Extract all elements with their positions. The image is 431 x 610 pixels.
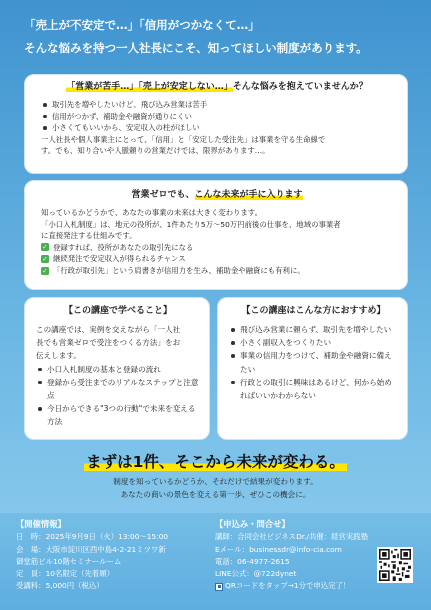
event-info: [16, 518, 216, 593]
check-icon: ✓: [42, 243, 48, 252]
list-item: 小口入札制度の基本と登録の流れ: [36, 363, 200, 376]
list-item: 小さく副収入をつくりたい: [229, 336, 398, 349]
problems-list: [41, 99, 393, 134]
problems-title-highlight: 「営業が苦手…」「売上が安定しない…」: [66, 82, 233, 92]
learn-intro: [36, 323, 200, 363]
list-item: 信用がつかず、補助金や融資が通りにくい: [41, 111, 393, 123]
list-item: [41, 242, 393, 254]
problems-card: [24, 74, 408, 174]
contact-line[interactable]: LINE公式：@722dynet: [215, 569, 297, 579]
problems-body-line-1: 一人社長や個人事業主にとって、「信用」と「安定した受注先」は事業を守る生命線で: [41, 134, 326, 144]
hero-line-2: そんな悩みを持つ一人社長にこそ、知ってほしい制度があります。: [24, 41, 368, 55]
qr-apply-text: QRコードをタップ→1分で申込完了！: [225, 581, 351, 591]
problems-body: [41, 134, 393, 157]
future-lead: 知っているかどうかで、あなたの事業の未来は大きく変わります。: [41, 208, 262, 217]
list-item: 行政との取引に興味はあるけど、何から始めればいいかわからない: [229, 376, 398, 402]
problems-body-line-2: す。でも、知り合いや人脈頼りの営業だけでは、限界があります…。: [41, 146, 270, 155]
footer: [0, 513, 431, 610]
qr-code-icon: [379, 549, 411, 581]
problems-title-rest: そんな悩みを抱えていませんか？: [232, 82, 368, 92]
list-item: 取引先を増やしたいけど、飛び込み営業は苦手: [41, 99, 393, 111]
qr-code-image[interactable]: [377, 547, 413, 583]
contact-instructor: 講師：合同会社ビジネスDr./共催：経営実践塾: [215, 532, 369, 542]
future-title-plain: 営業ゼロでも、: [131, 190, 195, 200]
future-title: [41, 188, 393, 202]
event-venue-1: 会 場：大阪市淀川区西中島4-2-21ミツワ新: [16, 544, 166, 554]
learn-list: [36, 363, 200, 429]
future-card: [24, 180, 408, 290]
event-capacity: 定 員：10名限定（先着順）: [16, 569, 115, 579]
future-body-line-1: 「小口入札制度」は、地元の役所が、1件あたり5万〜50万円前後の仕事を、地域の事業者: [41, 219, 341, 229]
list-item: 登録から受注までのリアルなステップと注意点: [36, 376, 200, 402]
learn-intro-line-1: この講座では、実例を交えながら「一人社: [36, 325, 181, 334]
future-title-highlight: こんな未来が手に入ります: [194, 190, 303, 200]
problems-title: [41, 80, 393, 94]
future-body-line-2: に直接発注する仕組みです。: [41, 231, 137, 240]
list-item: [41, 265, 393, 277]
learn-intro-line-3: 伝えします。: [36, 351, 81, 361]
recommend-list: [229, 323, 398, 402]
learn-title: 【この講座で学べること】: [63, 306, 172, 316]
learn-card: [24, 297, 210, 440]
tagline-text: まずは1件、そこから未来が変わる。: [86, 453, 345, 471]
future-body: [41, 219, 393, 242]
recommend-card: [217, 297, 408, 440]
learn-intro-line-2: 長でも営業ゼロで受注をつくる方法」をお: [36, 338, 181, 348]
contact-heading: 【申込み・問合せ】: [215, 519, 290, 529]
subtext-line-2: あなたの商いの景色を変える第一歩、ぜひこの機会に。: [120, 489, 311, 499]
event-venue-2: 御堂筋ビル10階セミナールーム: [16, 556, 122, 566]
contact-phone[interactable]: 電話：06-4977-2615: [215, 556, 290, 566]
hero-line-1: 「売上が不安定で…」「信用がつかなくて…」: [24, 18, 260, 32]
recommend-title: 【この講座はこんな方におすすめ】: [241, 306, 386, 316]
future-checklist: [41, 242, 393, 277]
check-text: 継続発注で安定収入が得られるチャンス: [53, 254, 186, 264]
list-item: 今日からできる"3つの行動"で未来を変える方法: [36, 402, 200, 428]
list-item: 事業の信用力をつけて、補助金や融資に備えたい: [229, 349, 398, 375]
tagline: [0, 450, 431, 472]
subtext: [0, 476, 431, 501]
list-item: 小さくてもいいから、安定収入の柱がほしい: [41, 122, 393, 134]
check-icon: ✓: [42, 255, 48, 264]
check-text: 「行政が取引先」という肩書きが信用力を生み、補助金や融資にも有利に。: [53, 266, 305, 276]
check-icon: ✓: [42, 266, 48, 275]
list-item: [41, 253, 393, 265]
list-item: 飛び込み営業に頼らず、取引先を増やしたい: [229, 323, 398, 336]
subtext-line-1: 制度を知っているかどうか、それだけで結果が変わります。: [113, 477, 318, 486]
event-date: 日 時：2025年9月9日（火）13:00〜15:00: [16, 532, 169, 542]
hero-banner: [0, 0, 431, 70]
event-fee: 受講料：5,000円（税込）: [16, 581, 104, 591]
contact-email[interactable]: Eメール：businessdr@info-cia.com: [215, 544, 342, 554]
check-text: 登録すれば、役所があなたの取引先になる: [53, 242, 194, 252]
qr-code-icon: [215, 583, 223, 591]
event-heading: 【開催情報】: [16, 519, 66, 529]
